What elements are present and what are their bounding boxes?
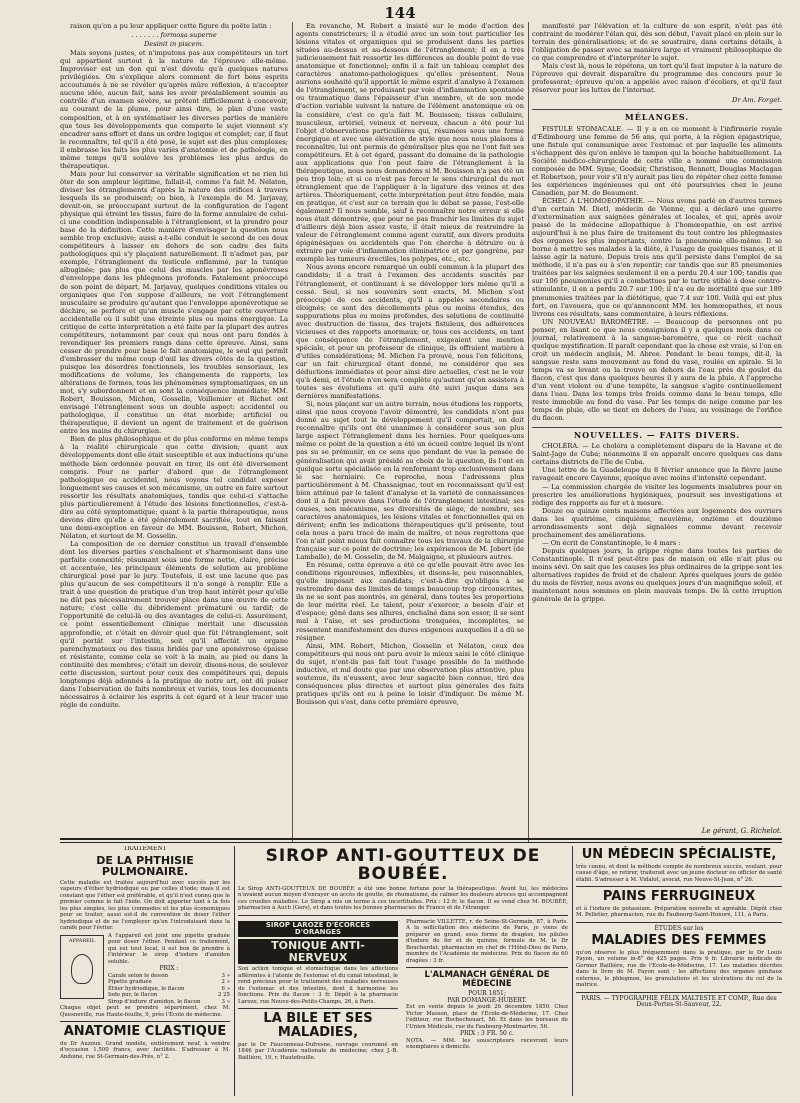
- paragraph: ÉCHEC A L'HOMOEOPATHIE. — Nous avons parlé en d'autres termes d'un certain M. Dietl, médecin de Vienne, qui a déclaré une guerre d'extermination aux saignées générales et locales, et qui, après avoir passé de la médecine allopathique à l'homœopathie, en est arrivé aujourd'hui à ne plus faire de traitement du tout contre les phlegmasies des organes les plus importants, contre la pneumonie elle-même. Il se borne à mettre ses malades à la diète, à l'usage de quelques tisanes, et il laisse agir la nature. Depuis trois ans qu'il persiste dans l'emploi de sa méthode, il n'a pas eu à s'en repentir; car tandis que sur 85 pneumonies traitées par les saignées seulement il en a perdu 20.4 sur 100; tandis que sur 106 pneumonies qu'il a combattues par le tartre stibié à dose contro-stimulante, il en a perdu 20.7 sur 100; il n'a eu de mortalité que sur 189 pneumonies traitées par la diététique, que 7.4 sur 100. Voilà qui est plus fort, on l'avouera, que ce qu'annoncent MM. les homœopathes, et nous livrons ces résultats, sans commentaire, à leurs réflexions.: [532, 196, 782, 318]
- gerant-signature: Le gérant, G. Richelot.: [701, 827, 782, 835]
- ad-title-sirop-boubee: SIROP ANTI-GOUTTEUX DE BOUBÉE.: [265, 846, 541, 884]
- price-value: 2 25: [217, 992, 230, 999]
- ad-subtitle-laroze: [238, 939, 398, 964]
- ad-separator: [238, 1008, 398, 1009]
- ad-column-right: [576, 846, 782, 1096]
- ad-separator: [576, 922, 782, 923]
- article-column-2: [296, 22, 524, 842]
- ad-column-rule: [234, 846, 235, 1096]
- price-item: Éther hydriodique, le flacon: [108, 985, 185, 992]
- ad-kicker: TRAITEMENT: [123, 846, 167, 852]
- ad-text: Est en vente depuis le jeudi 26 décembre 1850. Chez Victor Masson, place de l'École-de-Médecine, 17. Chez l'éditeur, rue Rochechouart, 56. Et dans les bureaux de l'Union Médicale, rue du Faubourg-Montmartre, 56.: [406, 1004, 568, 1030]
- ad-text: Le Sirop ANTI-GOUTTEUX DE BOUBÉE a été une bonne fortune pour la thérapeutique. Avant lui, les médecins n'avaient aucun moyen d'enrayer un accès de goutte, de rhumatisme, de calmer les douleurs atroces qui accompagnent ces cruelles maladies. Le Sirop a mis un terme à ces incertitudes. Prix : 12 fr. le flacon. Il se vend chez M. BOUBÉE, pharmacien à Auch (Gers), et dans toutes les bonnes pharmacies de France et de l'étranger.: [238, 885, 568, 912]
- ad-text: Chaque objet peut se prendre séparément, chez M. Quesneville, rue Haute-feuille, 9, près l'École de médecine.: [60, 1005, 230, 1018]
- price-item: Pipette graduée: [108, 979, 152, 986]
- paragraph: Depuis quelques jours, la grippe règne dans toutes les parties de Constantinople. Il n'est peut-être pas de maison où elle n'ait plus ou moins sévi. On sait que les causes les plus ordinaires de la grippe sont les alternatives rapides de froid et de chaleur. Après quelques jours de gelée du mois de février, nous avons eu quelques jours d'un magnifique soleil, et maintenant nous sommes en plein mauvais temps. De là cette irruption générale de la grippe.: [532, 546, 782, 604]
- price-value: 3 »: [221, 998, 230, 1005]
- inhaler-apparatus-illustration: [60, 935, 104, 999]
- paragraph: UN NOUVEAU BAROMÈTRE. — Beaucoup de personnes ont pu penser, en lisant ce que nous consignions il y a quelques mois dans ce journal, relativement à la sangsue-baromètre, que ce récit cachait quelque mystification. Il paraît cependant que la chose est vraie, si l'on en croit un médecin anglais, M. Abree. Pendant le beau temps, dit-il, la sangsue reste sans mouvement au fond du vase, roulée en spirale. Si le temps va se levant ou la trouve en dehors de l'eau près du goulot du flacon, c'est que dans quelques heures il y aura de la pluie. A l'approche d'un vent violent ou d'une tempête, la sangsue s'agite continuellement dans l'eau. Dans les temps très froids comme dans le beau temps, elle reste immobile au fond du vase. Par les temps de neige comme par les temps de pluie, elle se tient en dehors de l'eau, au voisinage de l'orifice du flacon.: [532, 317, 782, 423]
- ad-laroze: [238, 919, 398, 1063]
- article-column-1: [60, 22, 288, 842]
- ad-text: Son action tonique et stomachique dans les affections afférentes à l'atonie de l'estomac et du canal intestinal, le rend précieux pour le traitement des maladies nerveuses de l'estomac et des intestins, dont il harmonise les fonctions. Prix du flacon : 3 fr. Dépôt à la pharmacie Laroze, rue Neuve-des-Petits-Champs, 26, à Paris.: [238, 966, 398, 1005]
- paragraph: raison qu'on a pu leur appliquer cette figure du poëte latin :: [70, 22, 272, 30]
- almanach-price: PRIX : 3 FR. 50 c.: [459, 1030, 515, 1038]
- ad-title-anatomie: ANATOMIE CLASTIQUE: [63, 1024, 227, 1040]
- ad-text: qu'on observe le plus fréquemment dans la pratique, par le Dr Louis Fayon, un volume in-8° de 425 pages. Prix 6 fr. Librairie médicale de Germer Baillière, rue de l'École-de-Médecine, 17. Les maladies décrites dans le livre de M. Fayon sont : les affections des organes génitaux externes, le phlegmon, les granulations et les ulcérations du col de la matrice.: [576, 949, 782, 989]
- price-item: Carafe selon le dessin: [108, 972, 169, 979]
- ad-column-rule: [572, 846, 573, 1096]
- apparatus-label: APPAREIL: [68, 937, 96, 944]
- ad-separator: [576, 886, 782, 887]
- price-item: Iode pur, le flacon: [108, 992, 158, 999]
- paragraph: Si, nous plaçant sur un autre terrain, nous étudions les rapports, ainsi que nous croyons l'avoir démontré, les candidats n'ont pas donné au sujet tout le développement qu'il comportait, on doit reconnaître qu'ils ont été unanimes à considérer sous son plus large aspect l'étranglement dans les hernies. Pour quelques-uns même ce point de la question a été un écueil contre lequel ils n'ont pas su se prémunir, en ce sens que pendant de vue la pensée de généralisation qui avait présidé au choix de la question, ils l'ont en quelque sorte spécialisée en la renfermant trop exclusivement dans le sac herniaire. Ce reproche, nous l'adressons plus particulièrement à M. Chassaignac, tout en reconnaissant qu'il est bien atténué par le talent d'analyse et la variété de connaissances dont il a fait preuve dans l'étude de l'étranglement intestinal; ses causes, son mécanisme, ses diversités de siège, de nombre, ses caractères anatomiques, les lésions vitales et fonctionnelles qui en dérivent; enfin les indications thérapeutiques qu'il présente, tout cela nous a paru tracé de main de maître, et nous regrettons que l'on n'ait point mieux fait connaître tous les travaux de la chirurgie française sur ce point de doctrine; les expériences de M. Jobert (de Lamballe), de M. Gosselin, de M. Malgaigne, et plusieurs autres.: [296, 400, 524, 562]
- ad-text: NOTA. — MM. les souscripteurs recevront leurs exemplaires à domicile.: [406, 1037, 568, 1051]
- ad-separator: [60, 1021, 230, 1022]
- ad-kicker: ÉTUDES sur les: [654, 924, 704, 932]
- almanach-year: POUR 1851;: [468, 990, 506, 998]
- ad-text: Cette maladie est traitée aujourd'hui avec succès par les vapeurs d'éther hydriodique ou par celles d'iode; mais il est constant que l'éther est préférable, et qu'il n'est connu que le premier comme le fait l'iode. On doit apporter tant à la fois les plus simples, les plus commodes et les plus économiques pour se traiter, aussi est-il de convention de doser l'éther hydriodique et de ne l'employer qu'en l'introduisant dans la carafe pour l'éviter.: [60, 879, 230, 932]
- ad-title-almanach: L'ALMANACH GÉNÉRAL DE MÉDECINE: [424, 970, 550, 990]
- prices-title: PRIX :: [159, 965, 179, 973]
- section-heading-melanges: MÉLANGES.: [532, 109, 782, 121]
- price-value: 2 »: [221, 979, 230, 986]
- ad-text: A l'appareil est joint une pipette graduée pour doser l'éther. Pendant ce traitement, qui est tout local, il est bon de prendre à l'intérieur le sirop d'iodure d'amidon soluble.: [108, 932, 230, 965]
- ad-title-pains: PAINS FERRUGINEUX: [602, 889, 756, 905]
- paragraph: — On écrit de Constantinople, le 4 mars :: [542, 538, 681, 547]
- article-column-3: [532, 22, 782, 842]
- ad-text: Pharmacie VILLETTE, r. de Seine-St-Germain, 87, à Paris. A la sollicitation des médecins de Paris, je viens de préparer en grand, sous forme de dragées, les pilules d'iodure de fer et de quinine, formule de M. le Dr Bouchardat, pharmacien en chef de l'Hôtel-Dieu de Paris, membre de l'Académie de médecine. Prix du flacon de 60 dragées : 3 fr.: [406, 918, 568, 964]
- paragraph: Mais pour lui conserver sa véritable signification et ne rien lui ôter de son ampleur légitime, fallait-il, comme l'a fait M. Nélaton, diviser les étranglements d'après la nature des orifices à travers lesquels ils se produisent; ou bien, à l'exemple de M. Jarjavay, devait-on, se préoccupant surtout de la configuration de l'agent physique qui étreint les tissus, faire de la forme annulaire de celui-ci une condition indispensable à l'étranglement, et la prendre pour base de la définition. Cette manière d'envisager la question nous semble trop exclusive; aussi a-t-elle conduit le second de ces deux compétiteurs à laisser en dehors de son cadre des faits pathologiques qui s'y plaçaient naturellement. Il n'admet pas, par exemple, l'étranglement du testicule enflammé, par la tunique albuginée; pas plus que celui des muscles par les aponévroses d'enveloppe dans les phlegmons profonds. Fatalement préoccupé de son point de départ, M. Jarjavay, quelques conditions vitales ou organiques que l'on suppose d'ailleurs, ne voit l'étranglement musculaire se produire qu'autant que l'enveloppe aponévrotique se déchire, se perfore et qu'un muscle s'engage par cette ouverture accidentelle où il subit une étreinte plus ou moins énergique. La critique de cette interprétation a été faite par la plupart des autres compétiteurs, notamment par ceux qui nous ont paru fondés à revendiquer les premiers rangs dans cette épreuve. Ainsi, sans cesser de prendre pour base le fait anatomique, le seul qui permît d'embrasser du même coup d'œil les divers côtés de la question, puisque les désordres fonctionnels, les troubles sensoriaux, les modifications de volume, les changements de rapports, les altérations de formes, tous les phénomènes symptomatiques, en un mot, s'y subordonnent et en sont la conséquence immédiate; MM. Robert, Bouisson, Michon, Gosselin, Voillemier et Richet ont envisagé l'étranglement sous un double aspect: accidentel ou pathologique, il constitue un état morbide; artificiel ou thérapeutique, il devient un agent de traitement et de guérison entre les mains du chirurgien.: [60, 169, 288, 436]
- ad-villette-almanach: [406, 919, 568, 1063]
- price-value: 3 »: [221, 972, 230, 979]
- ad-column-left: [60, 846, 230, 1096]
- section-heading-nouvelles: NOUVELLES. — FAITS DIVERS.: [532, 427, 782, 439]
- paragraph: FISTULE STOMACALE. — Il y a en ce moment à l'infirmerie royale d'Édimbourg une femme de 56 ans, qui porte, à la région épigastrique, une fistule qui communique avec l'estomac et par laquelle les aliments s'échappent dès qu'on enlève le tampon qui la bouche habituellement. La Société médico-chirurgicale de cette ville a nommé une commission composée de MM. Syme, Goodsir, Christison, Bennett, Douglas Maclagan et Robertson, pour voir s'il n'y aurait pas lieu de répéter chez cette femme les expériences ingénieuses qui ont été poursuivies chez le jeune Canadien, par M. de Beaumont.: [532, 124, 782, 197]
- ad-text: par le Dr Fauconneau-Dufresne, ouvrage couronné en 1846 par l'Académie nationale de médecine; chez J.-B. Baillière, 19, r. Hautefeuille.: [238, 1041, 398, 1061]
- paragraph: Douze ou quinze cents maisons affectées aux logements des ouvriers dans les quatrième, cinquième, neuvième, onzième et douzième arrondissements sont déjà signalées comme devant recevoir prochainement des améliorations.: [532, 506, 782, 539]
- price-value: 6 »: [221, 985, 230, 992]
- paragraph: Mais soyons justes, et n'imputons pas aux compétiteurs un tort qui appartient surtout à la nature de l'épreuve elle-même. Improviser est un don qui n'est dévolu qu'à quelques natures privilégiées. On s'explique alors comment de fort bons esprits accoutumés à ne se révéler qu'après mûre réflexion, à n'accepter aucune idée, aucun fait, sans les avoir préalablement soumis au contrôle d'un examen sévère, se prêtent difficilement à concevoir, au courant de la plume, pour ainsi dire, le plan d'une vaste composition, et à en systématiser les diverses parties de manière que tous les développements que comporte le sujet viennent s'y encadrer sans effort et dans un ordre logique et complet; car, il faut le reconnaître, tel qu'il a été posé, le sujet est des plus complexes; il embrasse les faits les plus variés d'anatomie et de pathologie, en même temps qu'il soulève les problèmes les plus ardus de thérapeutique.: [60, 49, 288, 170]
- ad-title-bile: LA BILE ET SES MALADIES,: [263, 1011, 373, 1041]
- latin-quote-line: . . . . . . . formosa superne: [131, 31, 217, 40]
- laroze-title: SIROP LAROZE D'ÉCORCES D'ORANGES: [238, 921, 398, 938]
- ad-text: et à l'iodure de potassium. Préparation nouvelle et agréable. Dépôt chez M. Pelletier, pharmacien, rue du Faubourg-Saint-Honoré, 111, à Paris.: [576, 905, 782, 919]
- ad-separator: [576, 992, 782, 993]
- ad-separator: [238, 915, 568, 916]
- laroze-subtitle: TONIQUE ANTI-NERVEUX: [238, 939, 398, 964]
- ad-title-phthisie: DE LA PHTHISIE PULMONAIRE.: [96, 853, 194, 879]
- paragraph: Mais c'est là, nous le répétons, un tort qu'il faut imputer à la nature de l'épreuve qui devrait disparaître du programme des concours pour le professorat; épreuve qu'on a appelée avec raison d'écoliers, et qu'il faut réserver pour les luttes de l'internat.: [532, 62, 782, 95]
- ad-title-laroze: [238, 921, 398, 938]
- ad-separator: [406, 967, 568, 968]
- advertisement-divider: [60, 838, 782, 843]
- latin-quote-line: Desinit in piscem.: [144, 40, 204, 49]
- ad-text: du Dr Auzoux. Grand modèle, entièrement neuf, à vendre d'occasion 1,500 francs, avec facilités. S'adresser à M. Andoine, rue St-Germain-des-Prés, n° 2.: [60, 1040, 230, 1060]
- ad-title-femmes: MALADIES DES FEMMES: [591, 933, 767, 949]
- printer-imprint: PARIS. — TYPOGRAPHIE FÉLIX MALTESTE ET COMP., Rue des Deux-Portes-St-Sauveur, 22.: [581, 994, 777, 1009]
- ad-row: [238, 919, 568, 1063]
- ad-text: très connu, et dont la méthode compte de nombreux succès, voulant, pour cause d'âge, se retirer, traiterait avec un jeune docteur ou officier de santé établi. S'adresser à M. Vidalot, avocat, rue Neuve-St-Jean, n° 26.: [576, 863, 782, 883]
- almanach-author: PAR DOMANGE-HUBERT.: [447, 996, 527, 1004]
- paragraph: Ainsi, MM. Robert, Michon, Gosselin et Nélaton, ceux des compétiteurs qui nous ont paru avoir le mieux saisi le côté clinique du sujet, n'ont-ils pas fait tout l'usage possible de la méthode inductive, et nul doute que par une observation plus attentive, plus soutenue, ils n'eussent, avec leur sagacité bien connue, tiré des conséquences plus directes et surtout plus générales des faits pratiques qu'ils ont eu à peine le loisir d'indiquer. De même M. Bouisson qui s'est, dans cette première épreuve,: [296, 641, 524, 706]
- paragraph: Nous avons encore remarqué un oubli commun à la plupart des candidats; il a trait à l'examen des accidents suscités par l'étranglement, et continuant à se développer lors même qu'il a cessé. Seul, si nos souvenirs sont exacts, M. Michon s'est préoccupé de ces accidents, qu'il a appelés secondaires ou éloignés; ce sont des décollements plus ou moins étendus, des suppurations plus ou moins profondes, des solutions de continuité avec destruction de tissus, des trajets fistuleux, des adhérences vicieuses et des rapports anormaux; or, tous ces accidents, en tant que conséquence de l'étranglement, exigeaient une mention spéciale, et pour un professeur de clinique, ils offraient matière à d'utiles considérations; M. Michon l'a prouvé, nous l'en félicitons, car un fait chirurgical étant donné, ne considérer que ses déductions immédiates et pour ainsi dire actuelles, c'est ne le voir qu'à demi, et l'étude n'en sera complète qu'autant qu'on assistera à toutes ses évolutions et qu'il aura été suivi jusque dans ses dernières manifestations.: [296, 263, 524, 401]
- price-item: Sirop d'iodure d'amidon, le flacon: [108, 998, 201, 1005]
- paragraph: Bien de plus philosophique et de plus conforme en même temps à la réalité chirurgicale que cette division; quant aux développements dont elle était susceptible et aux inductions qu'une méthode bien ordonnée pouvait en tirer, ils ont été diversement compris. Pour ne parler d'abord que de l'étranglement pathologique ou accidentel, nous voyons tel candidat exposer longuement ses causes et son mécanisme, un autre en faire surtout ressortir les résultats anatomiques, tandis que celui-ci s'attache plus particulièrement à l'étude des lésions fonctionnelles, c'est-à-dire au côté symptomatique; quant à la partie thérapeutique, nous devons dire qu'elle a été généralement sacrifiée, tout en faisant une demi-exception en faveur de MM. Bouisson, Robert, Michon, Nélaton, et surtout de M. Gosselin.: [60, 435, 288, 540]
- column-rule: [292, 22, 293, 842]
- ad-title-specialiste: UN MÉDECIN SPÉCIALISTE,: [581, 847, 777, 862]
- author-signature: Dr Am. Forget.: [732, 96, 782, 105]
- paragraph: manifesté par l'élévation et la culture de son esprit, n'eût pas été contraint de modérer l'élan qui, dès son début, l'avait placé en plein sur le terrain des généralisations; et de se soustraire, dans certains détails, à l'obligation de passer avec sa manière large et vraiment philosophique de ce que comprendre et d'interpréter le sujet.: [532, 22, 782, 63]
- paragraph: En résumé, cette épreuve a été ce qu'elle pouvait être avec les conditions rigoureuses, inflexibles, et disons-le, peu raisonnables, qu'elle imposait aux candidats; c'est-à-dire qu'obligés à se restreindre dans des limites de temps beaucoup trop circonscrites, ils ne se sont pas montrés, en général, dans toutes les proportions de leur mérite réel. Le talent, pour s'exercer, a besoin d'air et d'espace; gêné dans ses allures, enchaîné dans son essor, il se sent mal à l'aise, et ses productions tronquées, incomplètes, se ressentent manifestement des dures exigences auxquelles il a dû se résigner.: [296, 561, 524, 642]
- paragraph: Une lettre de la Guadeloupe du 8 février annonce que la fièvre jaune ravageait encore Cayenne, quoique avec moins d'intensité cependant.: [532, 466, 782, 483]
- page-number: 144: [384, 4, 416, 22]
- paragraph: CHOLÉRA. — Le choléra a complètement disparu de la Havane et de Saint-Jago de Cuba; néanmoins il en apparaît encore quelques cas dans certains districts de l'île de Cuba.: [532, 442, 782, 467]
- paragraph: En revanche, M. Robert a insisté sur le mode d'action des agents constricteurs; il a étudié avec un soin tout particulier les lésions vitales et organiques qui se produisent dans les parties situées au-dessus et au-dessous de l'étranglement; il en a très judicieusement fait ressortir les différences au double point de vue anatomique et fonctionnel; enfin il a fait un tableau complet des caractères anatomo-pathologiques qu'elles présentent. Nous aurions souhaité qu'il apportât le même esprit d'analyse à l'examen de l'étranglement, se produisant par voie d'inflammation spontanée ou traumatique dans l'épaisseur d'un membre, et de son mode d'action variable suivant la nature de l'élément anatomique où on la considère, c'est ce qu'a fait M. Bouisson; tissus cellulaire, musculeux, artériel, veineux et nerveux, chacun a été pour lui l'objet d'observations particulières qui, résumées sous une forme énergique et avec une élévation de style que nous nous plaisons à reconnaître, lui ont permis de généraliser plus que ne l'ont fait ses compétiteurs. Et à cet égard, passant du domaine de la pathologie aux applications que l'on peut faire de l'étranglement à la thérapeutique, nous nous demandons si M. Bouisson n'a pas été un peu trop loin; et si ce n'est pas forcer le sens chirurgical du mot étranglement que de l'appliquer à la ligature des veines et des artères. Théoriquement, cette interprétation peut être fondée, mais en pratique, et c'est sur ce terrain que le débat se passe, l'est-elle également? Il nous semble, sauf à reconnaître notre erreur si elle nous était démontrée, que pour ne pas franchir les limites du sujet d'ailleurs déjà bien assez vaste, il était mieux de restreindre la valeur de l'étranglement comme agent curatif, aux divers produits épigénésiques ou accidentels que l'on cherche à détruire ou à extraire par voie d'inflammation éliminatrice et par gangrène, par exemple les tumeurs érectiles, les polypes, etc., etc.: [296, 22, 524, 264]
- column-rule: [528, 22, 529, 842]
- ad-column-middle: [238, 846, 568, 1096]
- flask-drawing: [71, 954, 93, 984]
- paragraph: — La commission chargée de visiter les logements insalubres pour en prescrire les améliorations hygiéniques, poursuit ses investigations et rédige des rapports au fur et à mesure.: [532, 482, 782, 507]
- paragraph: La composition de ce dernier constitue un travail d'ensemble dont les diverses parties s'enchaînent et s'harmonisent dans une parfaite connexité; résumant sous une forme nette, claire, précise et accentuée, les principaux éléments de solution au problème chirurgical posé par le jury. Toutefois, il est une lacune que pas plus qu'aucun de ses compétiteurs il n'a songé à remplir. Elle a trait à une question de pratique d'un trop haut intérêt pour qu'elle ne dût pas nécessairement trouver place dans une œuvre de cette nature; c'est celle du débridement prématuré ou tardif; de l'opportunité de celui-là ou des avantages de celui-ci. Assurément, ce point essentiellement clinique méritait une discussion approfondie, et c'était en dévoir quel que fût l'étranglement, soit qu'il portât sur l'intestin, soit qu'il affectât un organe parenchymateux ou des tissus bridés par une aponévrose épaisse et résistante, comme cela se voit à la main, au pied ou dans la continuité des membres; c'était un devoir, disons-nous, de soulever cette discussion, surtout pour ceux des compétiteurs qui, depuis longtemps déjà adonnés à la pratique de notre art, ont dû puiser dans l'observation de faits nombreux et variés, tous les documents nécessaires à éclairer les esprits à cet égard et à leur tracer une règle de conduite.: [60, 540, 288, 709]
